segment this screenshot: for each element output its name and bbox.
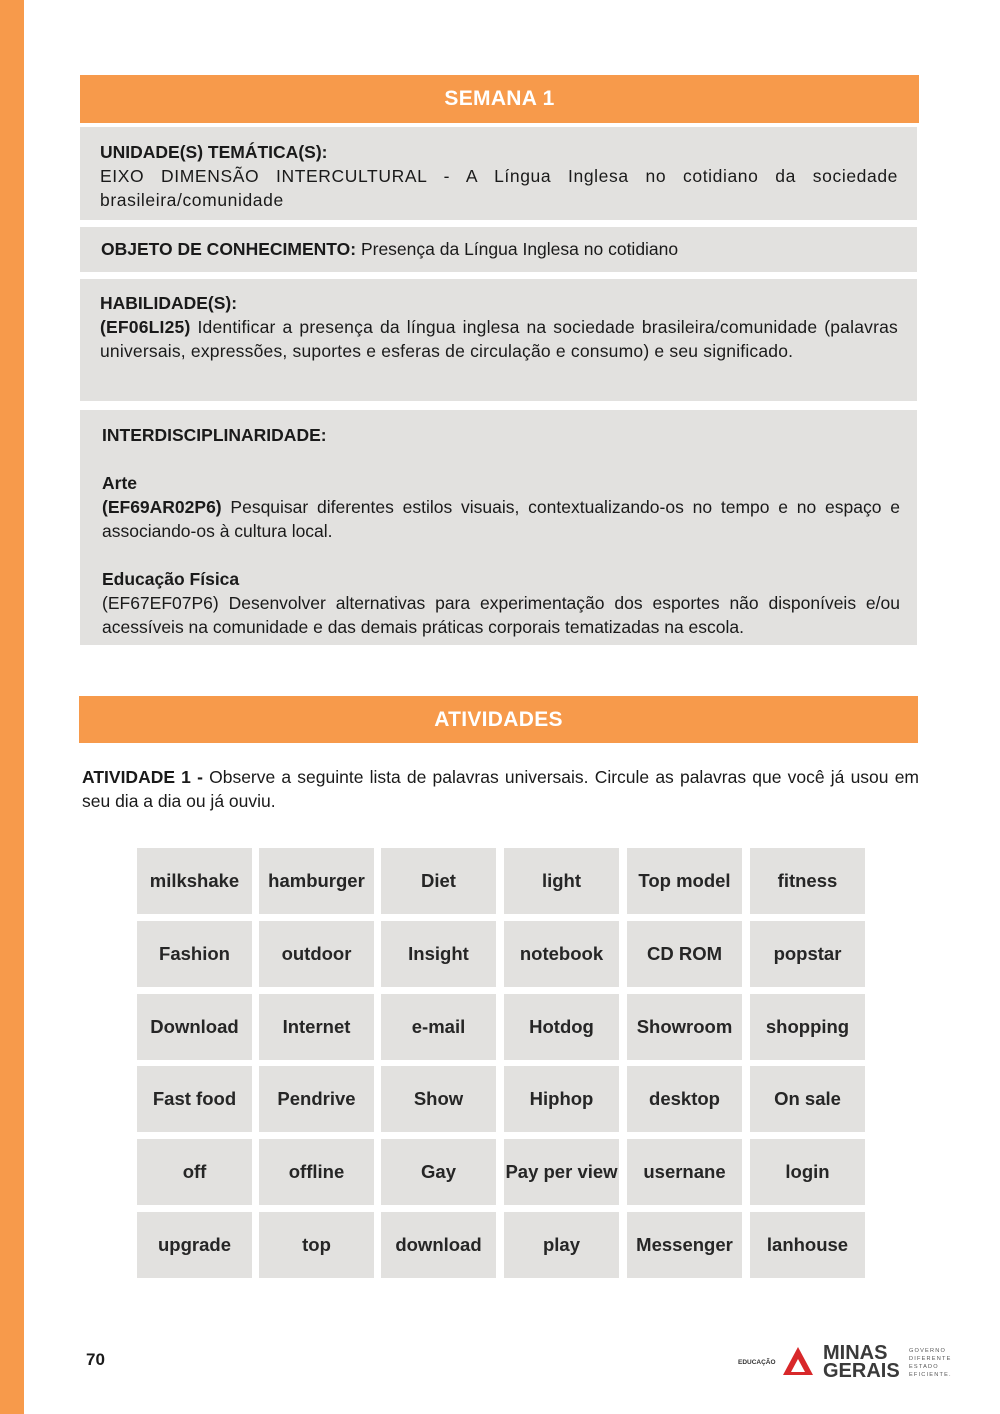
interdisciplinaridade-label: INTERDISCIPLINARIDADE: [102,425,327,445]
word-cell: fitness [750,848,865,914]
unidades-text: EIXO DIMENSÃO INTERCULTURAL - A Língua Inglesa no cotidiano da sociedade brasileira/comunidade [100,166,898,210]
word-cell: Pendrive [259,1066,374,1132]
word-cell: milkshake [137,848,252,914]
word-cell: Download [137,994,252,1060]
ef-text: (EF67EF07P6) Desenvolver alternativas para experimentação dos esportes não disponíveis e/ou acessíveis na comunidade e das demais práticas corporais tematizadas na escola. [102,593,900,637]
word-cell: popstar [750,921,865,987]
habilidades-code: (EF06LI25) [100,317,191,337]
word-cell: Hiphop [504,1066,619,1132]
interdisciplinaridade-box [80,410,917,645]
word-cell: e-mail [381,994,496,1060]
word-cell: shopping [750,994,865,1060]
word-cell: login [750,1139,865,1205]
unidades-box [80,127,917,220]
word-cell: Gay [381,1139,496,1205]
arte-title: Arte [102,473,138,493]
word-cell: Fashion [137,921,252,987]
word-cell: Pay per view [504,1139,619,1205]
word-cell: upgrade [137,1212,252,1278]
word-cell: Insight [381,921,496,987]
word-cell: Showroom [627,994,742,1060]
logo-tag-1: GOVERNO [909,1348,946,1354]
arte-text: Pesquisar diferentes estilos visuais, contextualizando-os no tempo e no espaço e associando-os à cultura local. [102,497,900,541]
arte-code: (EF69AR02P6) [102,497,222,517]
word-cell: usernane [627,1139,742,1205]
logo-wordmark [823,1344,900,1380]
word-cell: Hotdog [504,994,619,1060]
activity-instructions [82,765,919,813]
page-number: 70 [86,1350,105,1369]
week-header [80,75,919,123]
unidades-label: UNIDADE(S) TEMÁTICA(S): [100,142,328,162]
word-cell: Internet [259,994,374,1060]
arte-paragraph [102,495,900,543]
word-cell: lanhouse [750,1212,865,1278]
word-cell: desktop [627,1066,742,1132]
logo-education-label: EDUCAÇÃO [738,1359,776,1366]
atividades-title: ATIVIDADES [434,708,563,731]
word-cell: Show [381,1066,496,1132]
week-title: SEMANA 1 [444,87,555,110]
word-cell: On sale [750,1066,865,1132]
word-cell: CD ROM [627,921,742,987]
logo-tagline [909,1347,952,1379]
word-cell: notebook [504,921,619,987]
ef-title: Educação Física [102,569,240,589]
word-cell: top [259,1212,374,1278]
minas-gerais-logo [736,1342,966,1386]
logo-tag-2: DIFERENTE [909,1356,952,1362]
word-cell: outdoor [259,921,374,987]
word-cell: Messenger [627,1212,742,1278]
word-cell: Top model [627,848,742,914]
objeto-label: OBJETO DE CONHECIMENTO: [101,239,357,259]
word-cell: Diet [381,848,496,914]
word-cell: hamburger [259,848,374,914]
habilidades-box [80,279,917,401]
atividades-header [79,696,918,743]
objeto-text: Presença da Língua Inglesa no cotidiano [360,239,679,259]
word-cell: offline [259,1139,374,1205]
activity-label: ATIVIDADE 1 - [82,767,203,787]
side-stripe [0,0,24,1414]
activity-text: Observe a seguinte lista de palavras universais. Circule as palavras que você já usou em seu dia a dia ou já ouviu. [82,767,920,811]
habilidades-paragraph [100,315,898,363]
habilidades-text: Identificar a presença da língua inglesa na sociedade brasileira/comunidade (palavras universais, expressões, suportes e esferas de circulação e consumo) e seu significado. [100,317,898,361]
logo-triangle-icon [782,1346,814,1376]
word-cell: Fast food [137,1066,252,1132]
word-cell: light [504,848,619,914]
logo-line1: MINAS [823,1342,888,1364]
logo-tag-3: ESTADO [909,1364,939,1370]
word-cell: download [381,1212,496,1278]
habilidades-label: HABILIDADE(S): [100,293,238,313]
objeto-box [80,227,917,272]
logo-line2: GERAIS [823,1360,900,1382]
logo-tag-4: EFICIENTE. [909,1372,952,1378]
word-cell: play [504,1212,619,1278]
word-cell: off [137,1139,252,1205]
